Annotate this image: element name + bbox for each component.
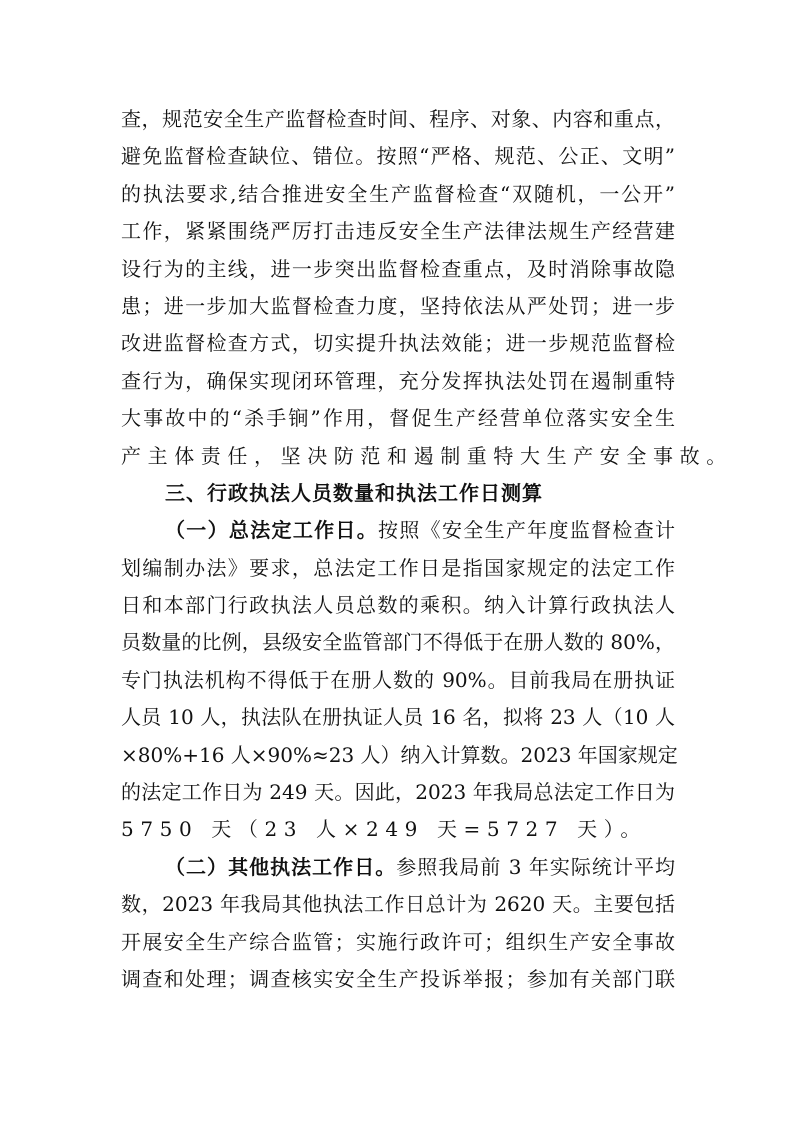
text-line: ×80%+16 人×90%≈23 人）纳入计算数。2023 年国家规定 [121,742,678,767]
text-line: 设行为的主线，进一步突出监督检查重点，及时消除事故隐 [121,256,675,281]
text-line: 大事故中的“杀手锏”作用，督促生产经营单位落实安全生 [121,406,675,431]
text-line: 的执法要求,结合推进安全生产监督检查“双随机，一公开” [121,181,675,206]
text-line: 5750 天（23 人×249 天=5727 天）。 [121,817,647,842]
text-span: 参照我局前 3 年实际统计平均 [396,854,676,879]
text-line: 专门执法机构不得低于在册人数的 90%。目前我局在册执证 [121,667,675,692]
subsection-title: （二）其他执法工作日。 [165,854,397,879]
text-line: 的法定工作日为 249 天。因此，2023 年我局总法定工作日为 [121,780,675,805]
paragraph-enforcement-requirements [121,101,733,475]
text-line: 日和本部门行政执法人员总数的乘积。纳入计算行政执法人 [121,593,675,618]
text-line: 数，2023 年我局其他执法工作日总计为 2620 天。主要包括 [121,892,675,917]
section-heading: 三、行政执法人员数量和执法工作日测算 [165,480,543,505]
text-line: 查，规范安全生产监督检查时间、程序、对象、内容和重点， [121,107,675,131]
text-line: 人员 10 人，执法队在册执证人员 16 名，拟将 23 人（10 人 [121,705,675,730]
paragraph-total-statutory-workdays [121,512,678,849]
paragraph-other-enforcement-workdays [121,849,675,999]
text-line [121,512,675,549]
text-line: 患；进一步加大监督检查力度，坚持依法从严处罚；进一步 [121,293,675,318]
text-span: 按照《安全生产年度监督检查计 [378,518,676,543]
text-line [121,849,675,886]
text-line: 工作，紧紧围绕严厉打击违反安全生产法律法规生产经营建 [121,219,675,244]
text-line: 避免监督检查缺位、错位。按照“严格、规范、公正、文明” [121,144,675,169]
text-line: 产主体责任，坚决防范和遏制重特大生产安全事故。 [121,443,733,468]
text-line: 调查和处理；调查核实安全生产投诉举报；参加有关部门联 [121,966,675,991]
text-line: 查行为，确保实现闭环管理，充分发挥执法处罚在遏制重特 [121,368,675,393]
text-line: 改进监督检查方式，切实提升执法效能；进一步规范监督检 [121,331,675,356]
document-page [121,101,733,998]
subsection-title: （一）总法定工作日。 [165,518,379,543]
text-line: 开展安全生产综合监管；实施行政许可；组织生产安全事故 [121,929,675,954]
text-line: 划编制办法》要求，总法定工作日是指国家规定的法定工作 [121,555,675,580]
text-line: 员数量的比例，县级安全监管部门不得低于在册人数的 80%， [121,630,675,655]
